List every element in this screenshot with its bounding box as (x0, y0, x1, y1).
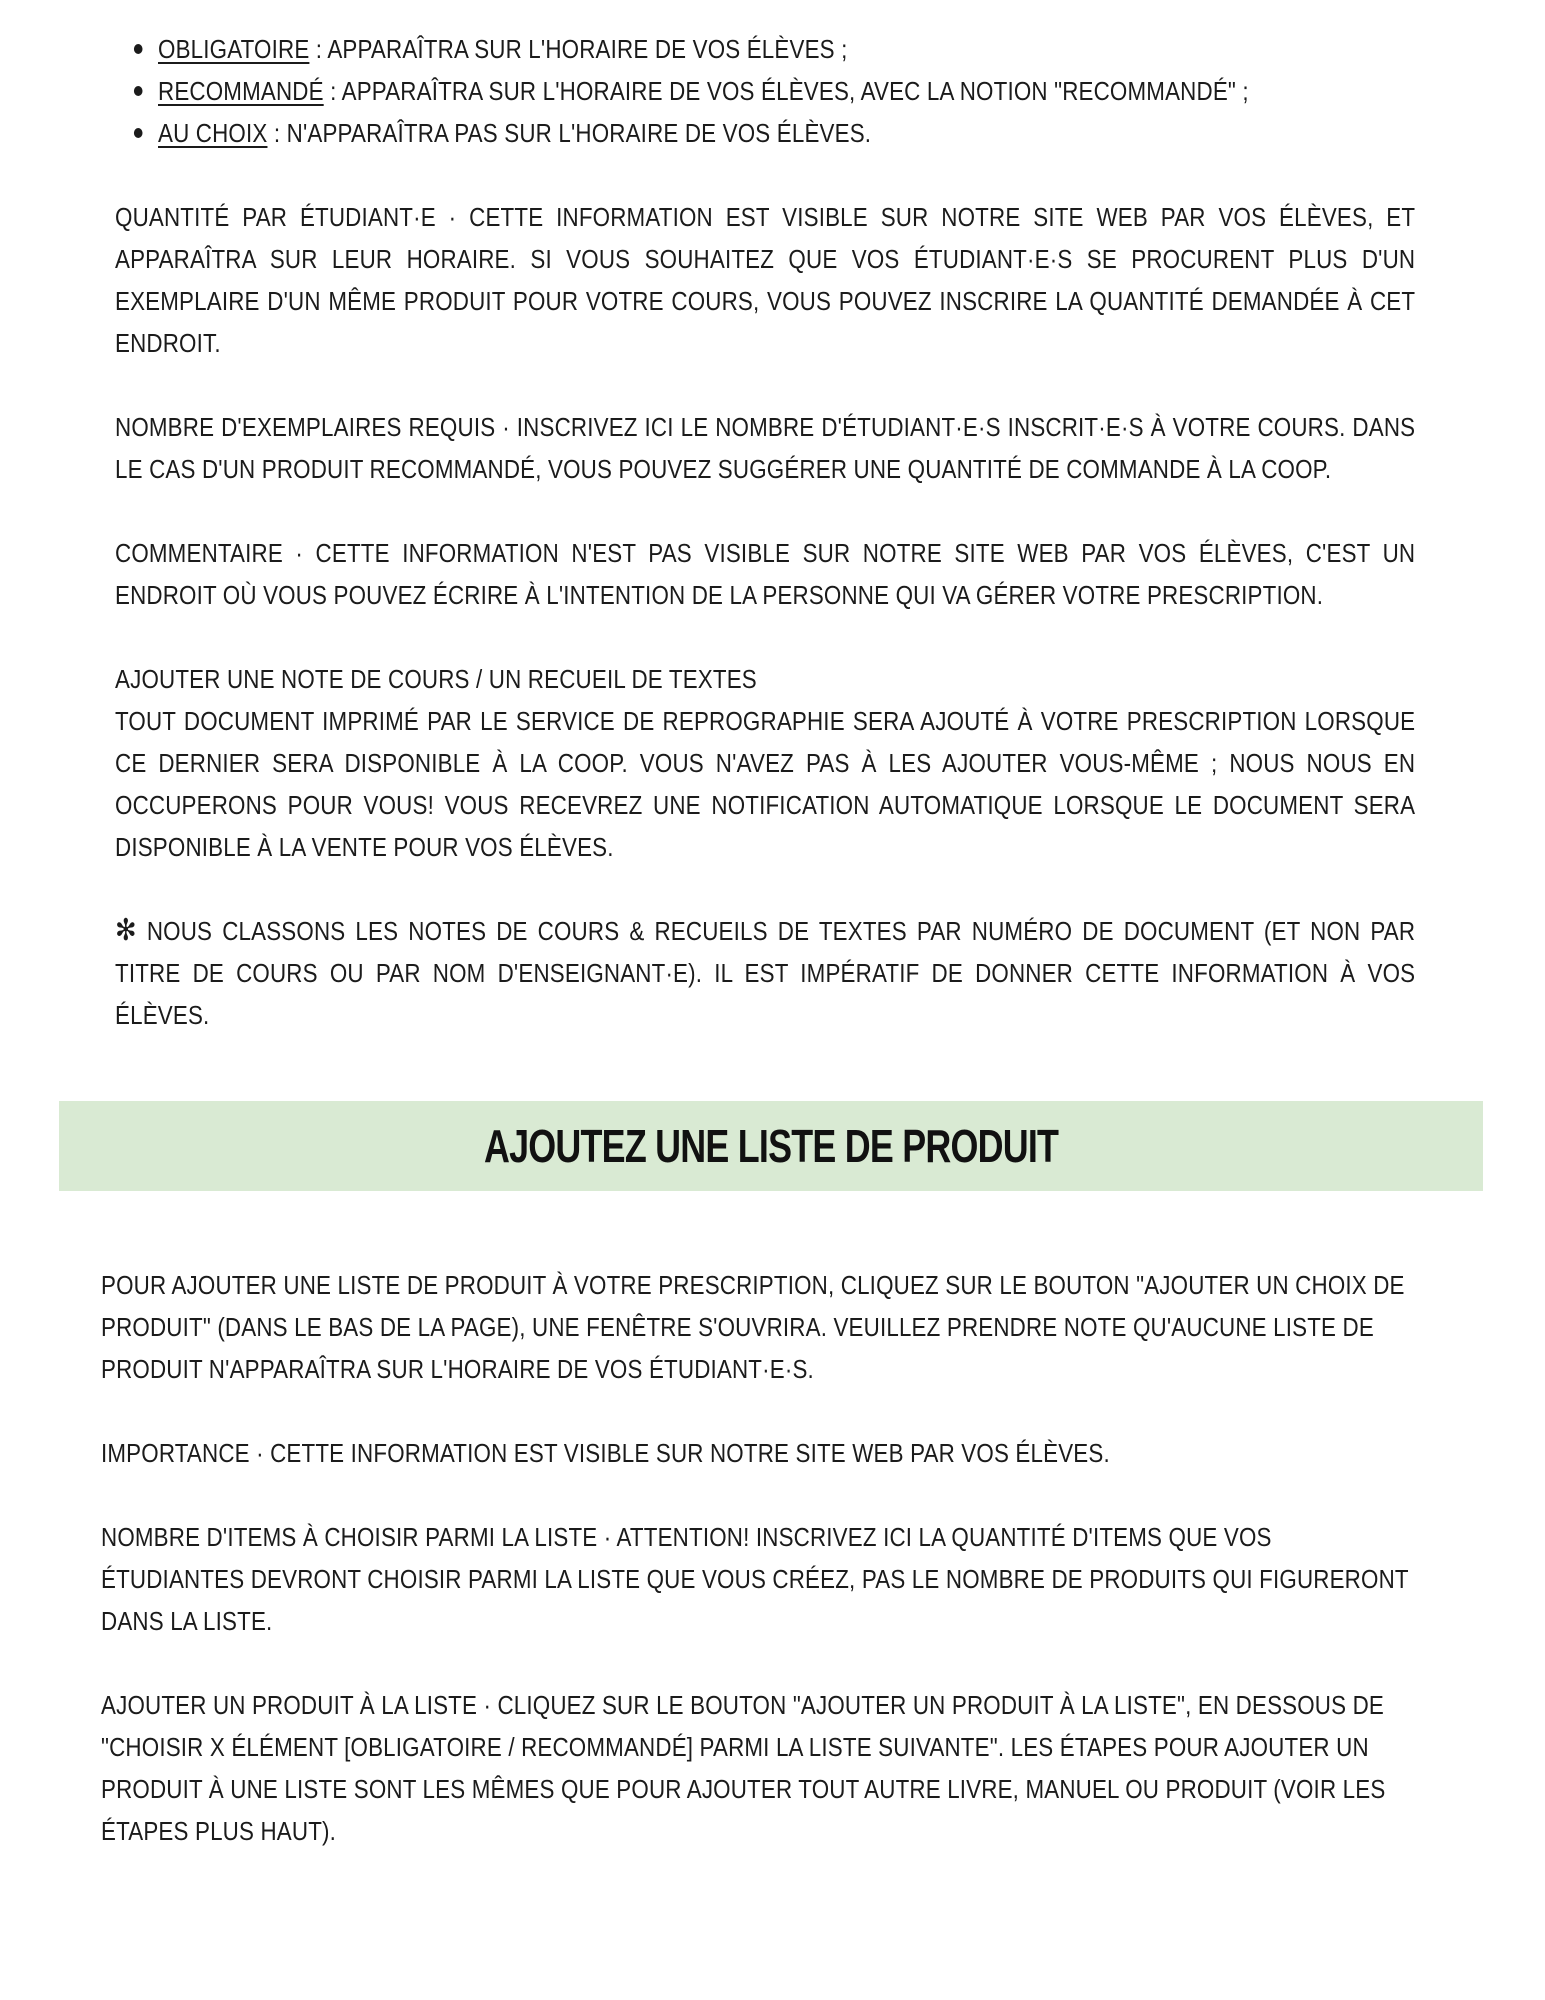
spacer (101, 1642, 1421, 1684)
option-term: RECOMMANDÉ (158, 76, 324, 106)
copies-required-paragraph: NOMBRE D'EXEMPLAIRES REQUIS · INSCRIVEZ ICI LE NOMBRE D'ÉTUDIANT·E·S INSCRIT·E·S À VOTRE COURS. DANS LE CAS D'UN PRODUIT RECOMMANDÉ, VOUS POUVEZ SUGGÉRER UNE QUANTITÉ DE COMMANDE À LA COOP. (115, 412, 1416, 484)
option-term: OBLIGATOIRE (158, 34, 310, 64)
course-note-heading: AJOUTER UNE NOTE DE COURS / UN RECUEIL DE TEXTES (115, 664, 757, 694)
section-title: AJOUTEZ UNE LISTE DE PRODUIT (483, 1120, 1059, 1172)
lower-content (101, 1264, 1421, 1852)
upper-section (115, 28, 1415, 1036)
lower-section (101, 1264, 1421, 1852)
comment-paragraph: COMMENTAIRE · CETTE INFORMATION N'EST PAS VISIBLE SUR NOTRE SITE WEB PAR VOS ÉLÈVES, C'EST UN ENDROIT OÙ VOUS POUVEZ ÉCRIRE À L'INTENTION DE LA PERSONNE QUI VA GÉRER VOTRE PRESCRIPTION. (115, 538, 1416, 610)
importance-paragraph: IMPORTANCE · CETTE INFORMATION EST VISIBLE SUR NOTRE SITE WEB PAR VOS ÉLÈVES. (101, 1438, 1110, 1468)
list-item (115, 112, 1415, 154)
list-item (115, 28, 1415, 70)
quantity-per-student-paragraph: QUANTITÉ PAR ÉTUDIANT·E · CETTE INFORMATION EST VISIBLE SUR NOTRE SITE WEB PAR VOS ÉLÈVES, ET APPARAÎTRA SUR LEUR HORAIRE. SI VOUS SOUHAITEZ QUE VOS ÉTUDIANT·E·S SE PROCURENT PLUS D'UN EXEMPLAIRE D'UN MÊME PRODUIT POUR VOTRE COURS, VOUS POUVEZ INSCRIRE LA QUANTITÉ DEMANDÉE À CET ENDROIT. (115, 202, 1416, 358)
spacer (115, 616, 1415, 658)
spacer (101, 1390, 1421, 1432)
option-description: : N'APPARAÎTRA PAS SUR L'HORAIRE DE VOS ÉLÈVES. (267, 118, 872, 148)
add-product-paragraph: AJOUTER UN PRODUIT À LA LISTE · CLIQUEZ SUR LE BOUTON "AJOUTER UN PRODUIT À LA LISTE", EN DESSOUS DE "CHOISIR X ÉLÉMENT [OBLIGATOIRE / RECOMMANDÉ] PARMI LA LISTE SUIVANTE". LES ÉTAPES POUR AJOUTER UN PRODUIT À UNE LISTE SONT LES MÊMES QUE POUR AJOUTER TOUT AUTRE LIVRE, MANUEL OU PRODUIT (VOIR LES ÉTAPES PLUS HAUT). (101, 1690, 1386, 1846)
upper-content (115, 28, 1415, 1036)
bullet-icon (134, 44, 143, 54)
spacer (101, 1474, 1421, 1516)
option-term: AU CHOIX (158, 118, 268, 148)
classification-note-paragraph (115, 910, 1415, 1036)
items-count-paragraph: NOMBRE D'ITEMS À CHOISIR PARMI LA LISTE · ATTENTION! INSCRIVEZ ICI LA QUANTITÉ D'ITEMS QUE VOS ÉTUDIANTES DEVRONT CHOISIR PARMI LA LISTE QUE VOUS CRÉEZ, PAS LE NOMBRE DE PRODUITS QUI FIGURERONT DANS LA LISTE. (101, 1522, 1409, 1636)
option-description: : APPARAÎTRA SUR L'HORAIRE DE VOS ÉLÈVES, AVEC LA NOTION "RECOMMANDÉ" ; (323, 76, 1249, 106)
classification-note-text: NOUS CLASSONS LES NOTES DE COURS & RECUEILS DE TEXTES PAR NUMÉRO DE DOCUMENT (ET NON PAR TITRE DE COURS OU PAR NOM D'ENSEIGNANT·E). IL EST IMPÉRATIF DE DONNER CETTE INFORMATION À VOS ÉLÈVES. (115, 916, 1416, 1030)
bullet-icon (134, 128, 143, 138)
spacer (115, 490, 1415, 532)
importance-options-list (115, 28, 1415, 154)
spacer (115, 364, 1415, 406)
course-note-paragraph: TOUT DOCUMENT IMPRIMÉ PAR LE SERVICE DE REPROGRAPHIE SERA AJOUTÉ À VOTRE PRESCRIPTION LORSQUE CE DERNIER SERA DISPONIBLE À LA COOP. VOUS N'AVEZ PAS À LES AJOUTER VOUS-MÊME ; NOUS NOUS EN OCCUPERONS POUR VOUS! VOUS RECEVREZ UNE NOTIFICATION AUTOMATIQUE LORSQUE LE DOCUMENT SERA DISPONIBLE À LA VENTE POUR VOS ÉLÈVES. (115, 706, 1416, 862)
asterisk-icon: ✻ (115, 914, 137, 947)
section-header-band (59, 1101, 1483, 1191)
option-description: : APPARAÎTRA SUR L'HORAIRE DE VOS ÉLÈVES ; (309, 34, 848, 64)
bullet-icon (134, 86, 143, 96)
product-list-intro-paragraph: POUR AJOUTER UNE LISTE DE PRODUIT À VOTRE PRESCRIPTION, CLIQUEZ SUR LE BOUTON "AJOUTER UN CHOIX DE PRODUIT" (DANS LE BAS DE LA PAGE), UNE FENÊTRE S'OUVRIRA. VEUILLEZ PRENDRE NOTE QU'AUCUNE LISTE DE PRODUIT N'APPARAÎTRA SUR L'HORAIRE DE VOS ÉTUDIANT·E·S. (101, 1270, 1405, 1384)
list-item (115, 70, 1415, 112)
spacer (115, 868, 1415, 910)
spacer (115, 154, 1415, 196)
